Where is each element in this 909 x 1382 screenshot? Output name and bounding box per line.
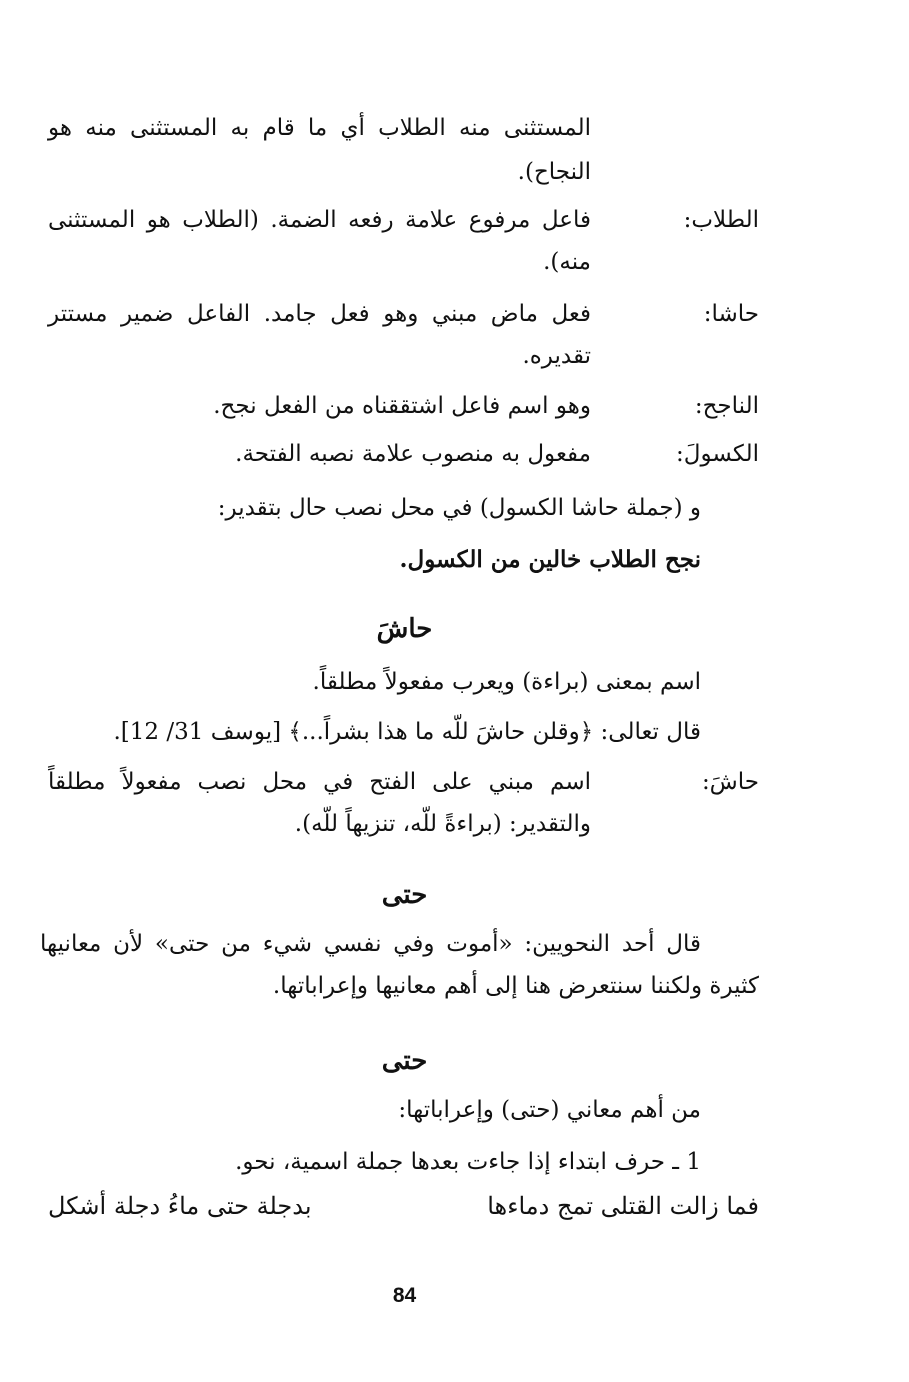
paragraph-line: النجاح).	[517, 159, 591, 185]
verse-hemistich-right: فما زالت القتلى تمج دماءها	[487, 1192, 759, 1220]
entry-definition: فاعل مرفوع علامة رفعه الضمة. (الطلاب هو المستثنى	[48, 207, 591, 233]
section-line: 1 ـ حرف ابتداء إذا جاءت بعدها جملة اسمية، نحو.	[235, 1149, 701, 1175]
quran-quote: قال تعالى: ﴿وقلن حاشَ للّه ما هذا بشراً...﴾ [يوسف 31/ 12].	[113, 719, 701, 745]
section-heading: حتى	[381, 880, 428, 910]
entry-definition: منه).	[543, 249, 591, 275]
entry-definition: مفعول به منصوب علامة نصبه الفتحة.	[235, 441, 591, 467]
entry-term: حاشَ:	[701, 769, 759, 795]
paragraph-line: المستثنى منه الطلاب أي ما قام به المستثنى منه هو	[48, 115, 591, 141]
section-heading: حتى	[381, 1046, 428, 1076]
entry-definition: فعل ماض مبني وهو فعل جامد. الفاعل ضمير مستتر	[48, 301, 591, 327]
entry-definition: والتقدير: (براءةً للّه، تنزيهاً للّه).	[294, 811, 591, 837]
page-number: 84	[392, 1284, 417, 1307]
entry-definition: اسم مبني على الفتح في محل نصب مفعولاً مطلقاً	[48, 769, 591, 795]
section-line: اسم بمعنى (براءة) ويعرب مفعولاً مطلقاً.	[312, 669, 701, 695]
section-heading: حاشَ	[376, 614, 433, 644]
example-sentence: نجح الطلاب خالين من الكسول.	[399, 546, 701, 573]
poetry-verse	[48, 1192, 759, 1220]
entry-term: حاشا:	[703, 301, 759, 327]
note-line: و (جملة حاشا الكسول) في محل نصب حال بتقدير:	[217, 495, 701, 521]
section-line: من أهم معاني (حتى) وإعراباتها:	[398, 1097, 701, 1123]
entry-term: الكسولَ:	[676, 441, 759, 467]
verse-hemistich-left: بدجلة حتى ماءُ دجلة أشكل	[48, 1192, 312, 1220]
entry-term: الناجح:	[694, 393, 759, 419]
section-line: قال أحد النحويين: «أموت وفي نفسي شيء من حتى» لأن معانيها	[40, 931, 701, 957]
entry-definition: تقديره.	[522, 343, 591, 369]
entry-term: الطلاب:	[683, 207, 759, 233]
section-line: كثيرة ولكننا سنتعرض هنا إلى أهم معانيها وإعراباتها.	[272, 973, 759, 999]
entry-definition: وهو اسم فاعل اشتققناه من الفعل نجح.	[213, 393, 591, 419]
